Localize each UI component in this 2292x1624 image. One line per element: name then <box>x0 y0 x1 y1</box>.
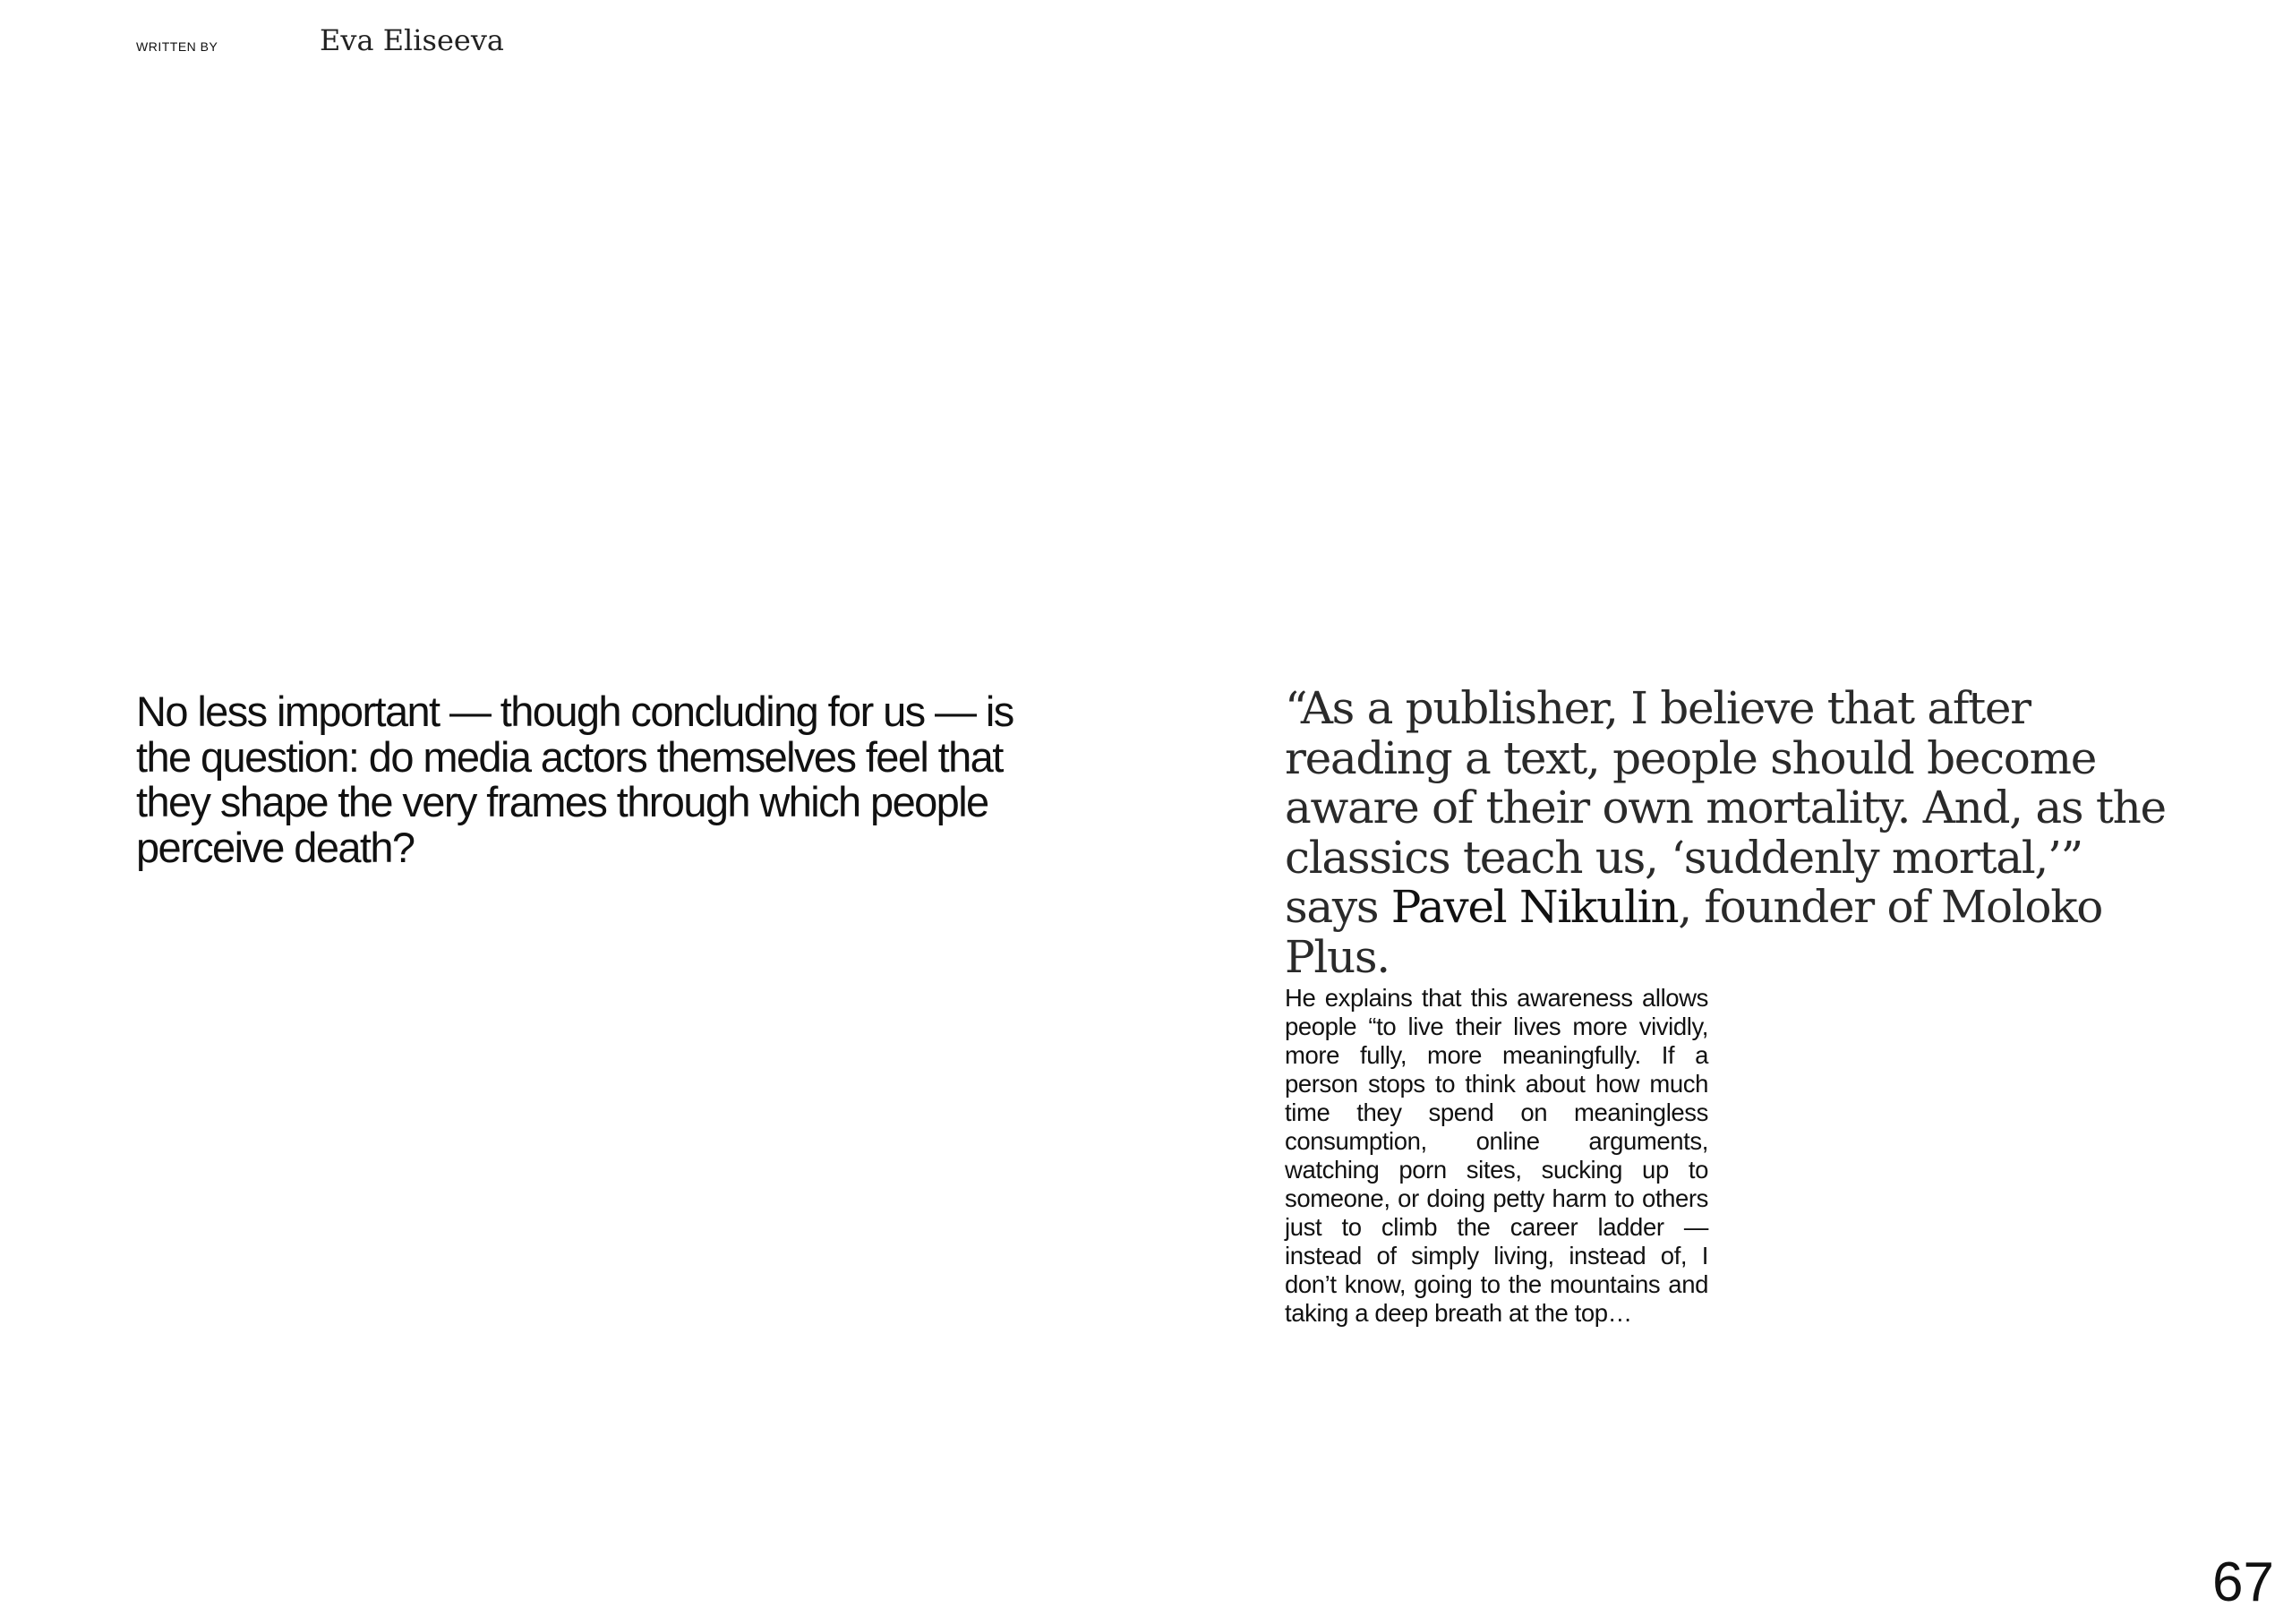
lead-paragraph: No less important — though concluding for us — is the question: do media actors themselves feel that they shape the very frames through which people perceive death? <box>136 688 1013 871</box>
quoted-person-name: Pavel Nikulin <box>1390 881 1679 933</box>
pull-quote-text-before: “As a publisher, I believe that after reading a text, people should become aware of their own mortality. And, as the classics teach us, ‘suddenly mortal,’” says <box>1285 682 2166 933</box>
body-paragraph: He explains that this awareness allows people “to live their lives more vividly, more fully, more meaningfully. If a person stops to think about how much time they spend on meaningless consumption, online arguments, watching porn sites, sucking up to someone, or doing petty harm to others just to climb the career ladder — instead of simply living, instead of, I don’t know, going to the mountains and taking a deep breath at the top… <box>1285 984 1708 1327</box>
pull-quote <box>1285 684 2180 982</box>
byline-label: WRITTEN BY <box>136 39 218 54</box>
page-number: 67 <box>2212 1551 2274 1613</box>
author-name: Eva Eliseeva <box>320 23 504 57</box>
pull-quote-text-after: , founder of Moloko Plus. <box>1285 881 2103 983</box>
